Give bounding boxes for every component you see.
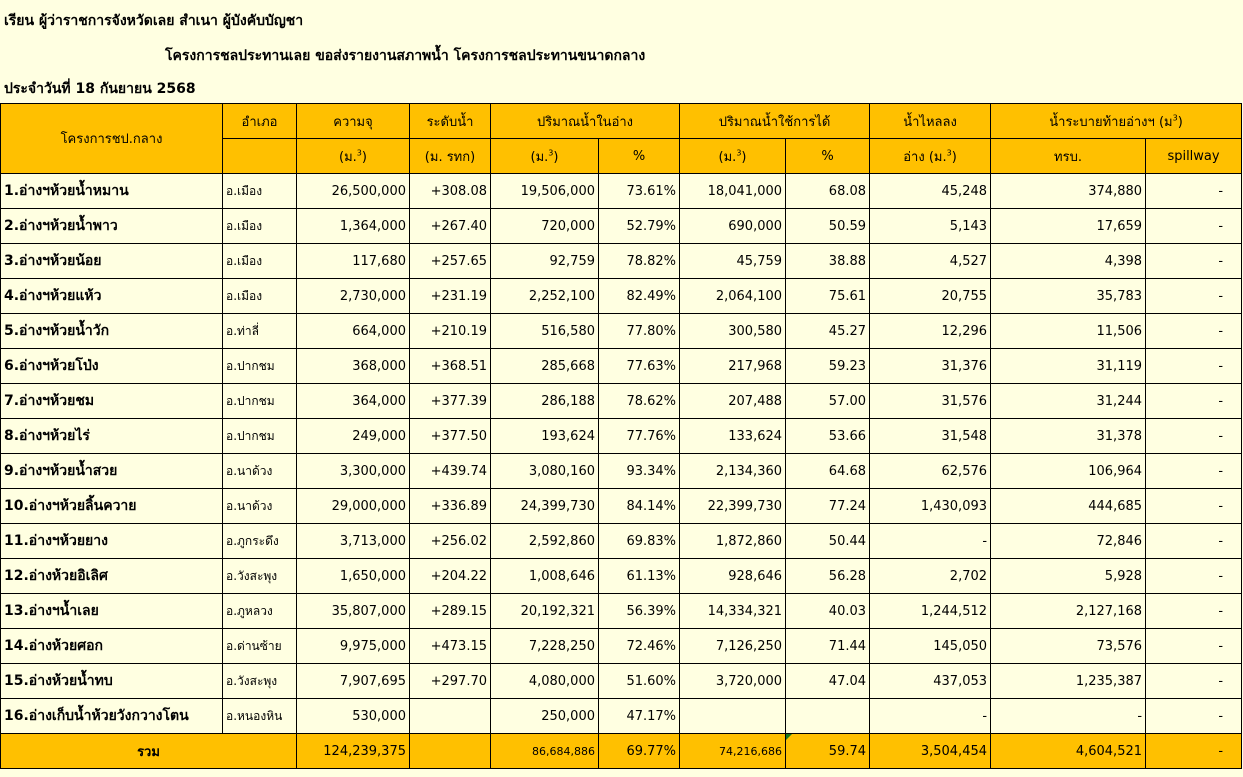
district: อ.เมือง [223,244,297,279]
usable: 217,968 [680,349,786,384]
header-release: น้ำระบายท้ายอ่างฯ (ม$^3$) [991,104,1242,139]
storage-pct: 47.17% [599,699,680,734]
usable: 133,624 [680,419,786,454]
capacity: 7,907,695 [297,664,410,699]
header-capacity-unit: (ม.$^3$) [297,139,410,174]
water-level: +256.02 [410,524,491,559]
release: 31,119 [991,349,1146,384]
spillway: - [1146,244,1242,279]
header-usable: ปริมาณน้ำใช้การได้ [680,104,870,139]
project-name: 10.อ่างฯห้วยลิ้นควาย [1,489,223,524]
district: อ.ภูหลวง [223,594,297,629]
project-name: 2.อ่างฯห้วยน้ำพาว [1,209,223,244]
table-row [1,174,1242,209]
usable-pct: 64.68 [786,454,870,489]
release: 444,685 [991,489,1146,524]
table-row [1,559,1242,594]
spillway: - [1146,559,1242,594]
total-usable-pct: 59.74 [786,734,870,769]
release: 106,964 [991,454,1146,489]
storage-pct: 61.13% [599,559,680,594]
total-inflow: 3,504,454 [870,734,991,769]
storage-pct: 78.62% [599,384,680,419]
spillway: - [1146,594,1242,629]
usable-pct: 53.66 [786,419,870,454]
storage: 3,080,160 [491,454,599,489]
table-row [1,699,1242,734]
inflow: - [870,699,991,734]
header-release-canal: ทรบ. [991,139,1146,174]
storage: 92,759 [491,244,599,279]
project-name: 16.อ่างเก็บน้ำห้วยวังกวางโตน [1,699,223,734]
usable-pct: 47.04 [786,664,870,699]
inflow: 4,527 [870,244,991,279]
inflow: 1,430,093 [870,489,991,524]
total-storage-pct: 69.77% [599,734,680,769]
inflow: - [870,524,991,559]
table-row [1,664,1242,699]
spillway: - [1146,454,1242,489]
water-level: +377.39 [410,384,491,419]
water-level: +210.19 [410,314,491,349]
inflow: 5,143 [870,209,991,244]
release: 2,127,168 [991,594,1146,629]
capacity: 249,000 [297,419,410,454]
usable-pct: 77.24 [786,489,870,524]
inflow: 31,548 [870,419,991,454]
header-storage: ปริมาณน้ำในอ่าง [491,104,680,139]
release: 35,783 [991,279,1146,314]
inflow: 12,296 [870,314,991,349]
spillway: - [1146,174,1242,209]
usable-pct [786,699,870,734]
table-row [1,384,1242,419]
water-level: +308.08 [410,174,491,209]
usable-pct: 45.27 [786,314,870,349]
spillway: - [1146,664,1242,699]
spillway: - [1146,629,1242,664]
storage: 2,592,860 [491,524,599,559]
capacity: 368,000 [297,349,410,384]
storage: 24,399,730 [491,489,599,524]
usable: 300,580 [680,314,786,349]
district: อ.วังสะพุง [223,664,297,699]
header-storage-pct: % [599,139,680,174]
inflow: 145,050 [870,629,991,664]
inflow: 31,376 [870,349,991,384]
report-date: ประจำวันที่ 18 กันยายน 2568 [4,81,196,97]
usable: 18,041,000 [680,174,786,209]
usable-pct: 50.44 [786,524,870,559]
water-level: +267.40 [410,209,491,244]
capacity: 2,730,000 [297,279,410,314]
capacity: 3,300,000 [297,454,410,489]
release: 1,235,387 [991,664,1146,699]
spillway: - [1146,419,1242,454]
header-district: อำเภอ [223,104,297,139]
storage-pct: 69.83% [599,524,680,559]
storage: 4,080,000 [491,664,599,699]
storage-pct: 77.80% [599,314,680,349]
storage: 720,000 [491,209,599,244]
water-level: +257.65 [410,244,491,279]
capacity: 35,807,000 [297,594,410,629]
release: 31,378 [991,419,1146,454]
project-name: 14.อ่างห้วยศอก [1,629,223,664]
storage-pct: 84.14% [599,489,680,524]
storage: 7,228,250 [491,629,599,664]
usable: 928,646 [680,559,786,594]
water-level: +336.89 [410,489,491,524]
total-row [1,734,1242,769]
capacity: 26,500,000 [297,174,410,209]
district: อ.ด่านซ้าย [223,629,297,664]
release: 5,928 [991,559,1146,594]
capacity: 664,000 [297,314,410,349]
usable: 7,126,250 [680,629,786,664]
storage-pct: 73.61% [599,174,680,209]
total-capacity: 124,239,375 [297,734,410,769]
project-name: 12.อ่างห้วยอิเลิศ [1,559,223,594]
capacity: 530,000 [297,699,410,734]
project-name: 4.อ่างฯห้วยแห้ว [1,279,223,314]
storage-pct: 93.34% [599,454,680,489]
header-release-spillway: spillway [1146,139,1242,174]
water-level: +377.50 [410,419,491,454]
usable-pct: 57.00 [786,384,870,419]
capacity: 29,000,000 [297,489,410,524]
table-row [1,314,1242,349]
district: อ.เมือง [223,209,297,244]
spillway: - [1146,524,1242,559]
table-row [1,209,1242,244]
project-name: 1.อ่างฯห้วยน้ำหมาน [1,174,223,209]
spillway: - [1146,279,1242,314]
header-storage-unit: (ม.$^3$) [491,139,599,174]
header-capacity: ความจุ [297,104,410,139]
table-row [1,244,1242,279]
table-row [1,419,1242,454]
inflow: 31,576 [870,384,991,419]
usable: 690,000 [680,209,786,244]
district: อ.นาด้วง [223,489,297,524]
table-row [1,349,1242,384]
total-storage: 86,684,886 [491,734,599,769]
capacity: 9,975,000 [297,629,410,664]
project-name: 15.อ่างห้วยน้ำทบ [1,664,223,699]
water-level: +297.70 [410,664,491,699]
table-row [1,279,1242,314]
storage: 516,580 [491,314,599,349]
project-name: 6.อ่างฯห้วยโป่ง [1,349,223,384]
usable-pct: 59.23 [786,349,870,384]
total-level [410,734,491,769]
water-level: +204.22 [410,559,491,594]
spillway: - [1146,349,1242,384]
district: อ.ภูกระดึง [223,524,297,559]
project-name: 7.อ่างฯห้วยชม [1,384,223,419]
storage-pct: 77.76% [599,419,680,454]
storage: 2,252,100 [491,279,599,314]
reservoir-table [0,103,1242,769]
report-recipient-line: เรียน ผู้ว่าราชการจังหวัดเลย สำเนา ผู้บังคับบัญชา [4,13,304,29]
table-row [1,489,1242,524]
storage-pct: 52.79% [599,209,680,244]
usable-pct: 38.88 [786,244,870,279]
header-level-unit: (ม. รทก) [410,139,491,174]
inflow: 62,576 [870,454,991,489]
release: 11,506 [991,314,1146,349]
inflow: 20,755 [870,279,991,314]
usable: 14,334,321 [680,594,786,629]
district: อ.เมือง [223,279,297,314]
release: 31,244 [991,384,1146,419]
total-usable: 74,216,686 [680,734,786,769]
capacity: 1,650,000 [297,559,410,594]
capacity: 3,713,000 [297,524,410,559]
storage-pct: 72.46% [599,629,680,664]
water-level: +439.74 [410,454,491,489]
spillway: - [1146,209,1242,244]
usable-pct: 40.03 [786,594,870,629]
inflow: 437,053 [870,664,991,699]
inflow: 45,248 [870,174,991,209]
storage-pct: 78.82% [599,244,680,279]
project-name: 9.อ่างฯห้วยน้ำสวย [1,454,223,489]
project-name: 5.อ่างฯห้วยน้ำวัก [1,314,223,349]
capacity: 1,364,000 [297,209,410,244]
table-row [1,594,1242,629]
storage: 286,188 [491,384,599,419]
district: อ.หนองหิน [223,699,297,734]
usable-pct: 56.28 [786,559,870,594]
storage: 19,506,000 [491,174,599,209]
total-spillway: - [1146,734,1242,769]
storage: 193,624 [491,419,599,454]
usable-pct: 71.44 [786,629,870,664]
release: - [991,699,1146,734]
release: 73,576 [991,629,1146,664]
usable-pct: 68.08 [786,174,870,209]
capacity: 117,680 [297,244,410,279]
report-title: โครงการชลประทานเลย ขอส่งรายงานสภาพน้ำ โครงการชลประทานขนาดกลาง [165,48,646,64]
storage-pct: 56.39% [599,594,680,629]
usable: 207,488 [680,384,786,419]
usable: 22,399,730 [680,489,786,524]
release: 374,880 [991,174,1146,209]
header-inflow: น้ำไหลลง [870,104,991,139]
usable [680,699,786,734]
spillway: - [1146,314,1242,349]
table-row [1,454,1242,489]
release: 4,398 [991,244,1146,279]
storage: 250,000 [491,699,599,734]
district: อ.ท่าลี่ [223,314,297,349]
table-row [1,524,1242,559]
usable-pct: 75.61 [786,279,870,314]
project-name: 13.อ่างฯน้ำเลย [1,594,223,629]
header-usable-unit: (ม.$^3$) [680,139,786,174]
water-level: +289.15 [410,594,491,629]
header-level: ระดับน้ำ [410,104,491,139]
district: อ.ปากชม [223,349,297,384]
water-level: +231.19 [410,279,491,314]
storage-pct: 77.63% [599,349,680,384]
storage: 1,008,646 [491,559,599,594]
storage-pct: 82.49% [599,279,680,314]
project-name: 11.อ่างฯห้วยยาง [1,524,223,559]
header-usable-pct: % [786,139,870,174]
total-release: 4,604,521 [991,734,1146,769]
water-level [410,699,491,734]
inflow: 2,702 [870,559,991,594]
spillway: - [1146,384,1242,419]
water-level: +473.15 [410,629,491,664]
usable: 1,872,860 [680,524,786,559]
project-name: 8.อ่างฯห้วยไร่ [1,419,223,454]
storage-pct: 51.60% [599,664,680,699]
storage: 20,192,321 [491,594,599,629]
inflow: 1,244,512 [870,594,991,629]
usable: 2,064,100 [680,279,786,314]
spillway: - [1146,699,1242,734]
project-name: 3.อ่างฯห้วยน้อย [1,244,223,279]
district: อ.เมือง [223,174,297,209]
header-district-blank [223,139,297,174]
district: อ.นาด้วง [223,454,297,489]
district: อ.ปากชม [223,384,297,419]
usable: 3,720,000 [680,664,786,699]
total-label: รวม [1,734,297,769]
usable: 45,759 [680,244,786,279]
spillway: - [1146,489,1242,524]
header-inflow-unit: อ่าง (ม.$^3$) [870,139,991,174]
capacity: 364,000 [297,384,410,419]
district: อ.ปากชม [223,419,297,454]
release: 17,659 [991,209,1146,244]
storage: 285,668 [491,349,599,384]
water-level: +368.51 [410,349,491,384]
table-row [1,629,1242,664]
header-project: โครงการชป.กลาง [1,104,223,174]
district: อ.วังสะพุง [223,559,297,594]
usable: 2,134,360 [680,454,786,489]
release: 72,846 [991,524,1146,559]
usable-pct: 50.59 [786,209,870,244]
